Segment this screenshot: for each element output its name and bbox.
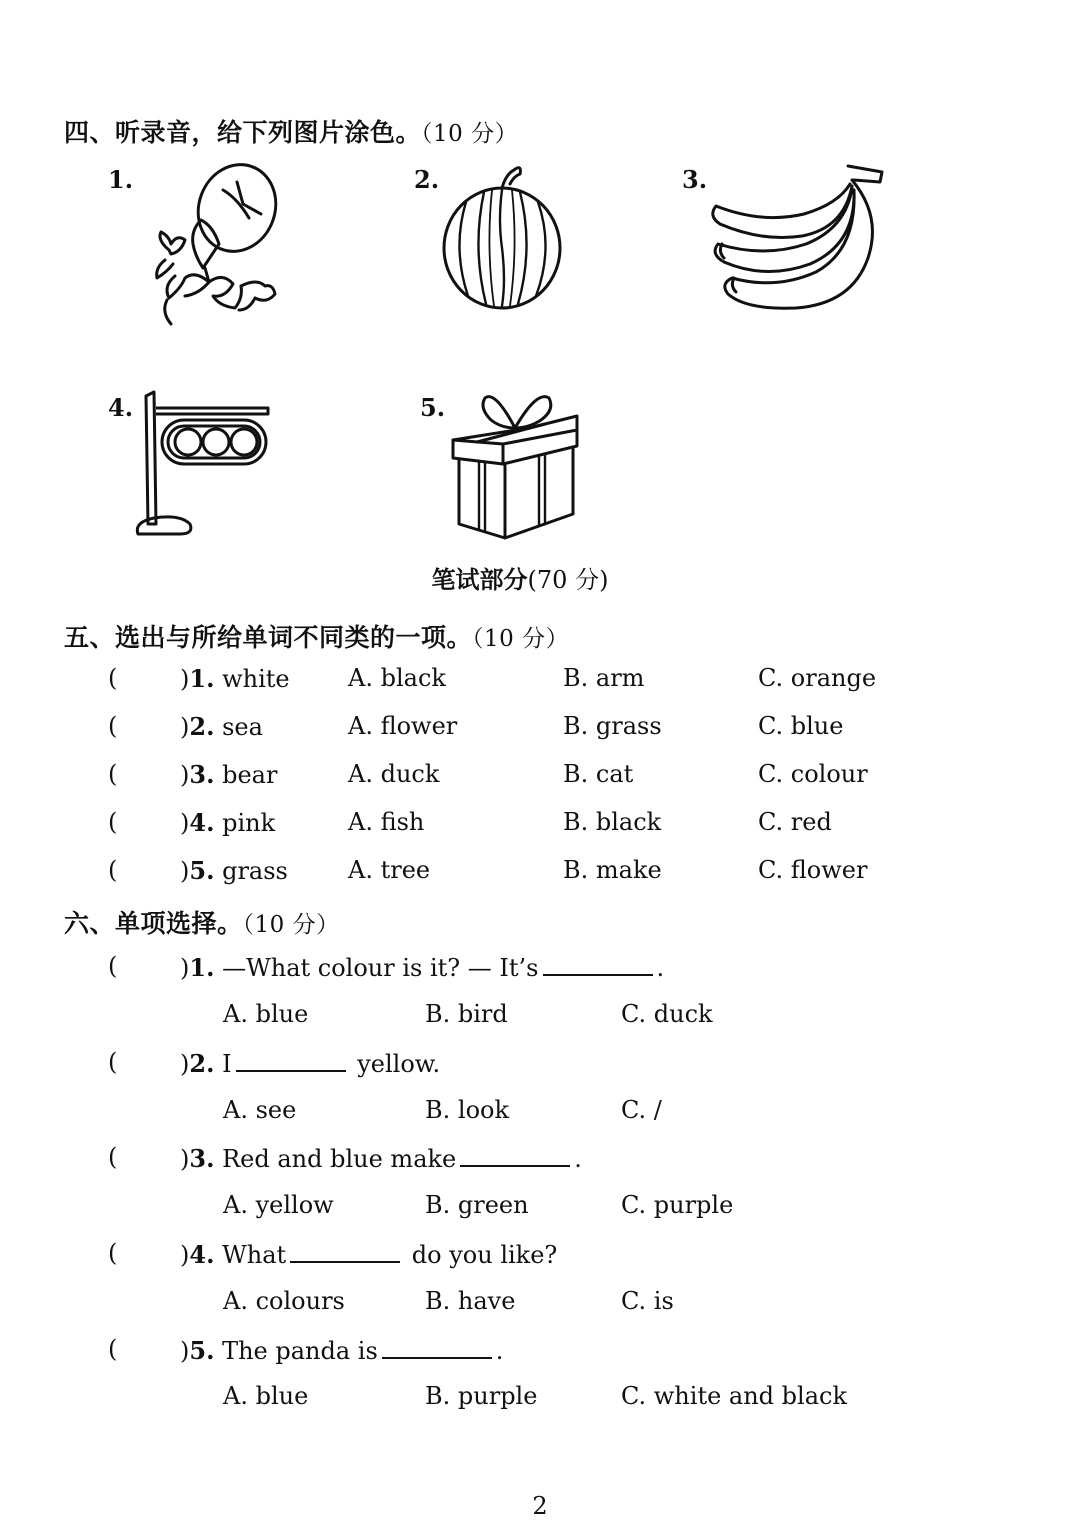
question-text-before: The panda is xyxy=(222,1337,378,1365)
question-number: 2. xyxy=(189,1049,215,1078)
section-6-points: （10 分） xyxy=(242,912,340,938)
answer-bracket-close: )1. white xyxy=(180,664,290,693)
answer-bracket-open[interactable]: ( xyxy=(108,1239,118,1267)
question-number: 5. xyxy=(189,1336,215,1365)
answer-bracket-close: )1. —What colour is it? — It’s . xyxy=(180,953,665,982)
s6-options-5 xyxy=(0,1382,1080,1418)
option-a: A. tree xyxy=(348,856,431,884)
question-word: pink xyxy=(222,809,276,837)
option-a: A. blue xyxy=(223,1382,309,1410)
question-word: grass xyxy=(222,857,288,885)
answer-bracket-open[interactable]: ( xyxy=(108,952,118,980)
section-5-title: 五、选出与所给单词不同类的一项。 xyxy=(64,623,473,652)
s5-question-3 xyxy=(0,760,1080,796)
answer-bracket-close: )2. I yellow. xyxy=(180,1049,441,1078)
question-text-after: . xyxy=(656,954,665,982)
s6-question-2 xyxy=(0,1048,1080,1084)
picture-number-4: 4. xyxy=(108,393,134,422)
option-a: A. flower xyxy=(348,712,458,740)
s6-options-3 xyxy=(0,1191,1080,1227)
picture-number-3: 3. xyxy=(682,165,708,194)
morning-glory-flower-icon xyxy=(145,160,285,328)
option-c: C. blue xyxy=(758,712,844,740)
section-5-points: （10 分） xyxy=(472,626,570,652)
option-a: A. see xyxy=(223,1096,297,1124)
bananas-icon xyxy=(706,158,890,314)
s6-question-4 xyxy=(0,1239,1080,1275)
s5-question-2 xyxy=(0,712,1080,748)
option-b: B. have xyxy=(425,1287,516,1315)
option-b: B. green xyxy=(425,1191,529,1219)
picture-number-1: 1. xyxy=(108,165,134,194)
answer-bracket-close: )3. Red and blue make . xyxy=(180,1144,582,1173)
s5-question-4 xyxy=(0,808,1080,844)
answer-bracket-open[interactable]: ( xyxy=(108,760,118,788)
question-number: 4. xyxy=(189,1240,215,1269)
page-number: 2 xyxy=(532,1492,548,1520)
option-b: B. make xyxy=(563,856,662,884)
answer-bracket-open[interactable]: ( xyxy=(108,1048,118,1076)
option-c: C. flower xyxy=(758,856,868,884)
section-5-heading xyxy=(64,618,569,654)
question-number: 3. xyxy=(189,1144,215,1173)
s6-options-4 xyxy=(0,1287,1080,1323)
s6-question-5 xyxy=(0,1335,1080,1371)
s5-question-5 xyxy=(0,856,1080,892)
question-number: 1. xyxy=(189,664,215,693)
option-c: C. white and black xyxy=(621,1382,848,1410)
option-a: A. black xyxy=(348,664,446,692)
option-b: B. grass xyxy=(563,712,662,740)
answer-bracket-open[interactable]: ( xyxy=(108,1143,118,1171)
question-text-before: Red and blue make xyxy=(222,1145,457,1173)
answer-blank[interactable] xyxy=(290,1239,400,1263)
option-c: C. duck xyxy=(621,1000,713,1028)
question-word: bear xyxy=(222,761,278,789)
option-b: B. purple xyxy=(425,1382,538,1410)
s5-question-1 xyxy=(0,664,1080,700)
option-b: B. black xyxy=(563,808,662,836)
question-text-before: —What colour is it? — It’s xyxy=(222,954,539,982)
option-a: A. fish xyxy=(348,808,425,836)
section-4-heading xyxy=(64,113,518,149)
answer-bracket-open[interactable]: ( xyxy=(108,664,118,692)
answer-bracket-close: )3. bear xyxy=(180,760,278,789)
answer-blank[interactable] xyxy=(460,1143,570,1167)
section-6-title: 六、单项选择。 xyxy=(64,909,243,938)
traffic-light-icon xyxy=(132,388,274,544)
option-b: B. arm xyxy=(563,664,645,692)
option-b: B. bird xyxy=(425,1000,508,1028)
answer-bracket-close: )5. The panda is . xyxy=(180,1336,504,1365)
question-text-after: . xyxy=(495,1337,504,1365)
section-6-heading xyxy=(64,904,340,940)
answer-blank[interactable] xyxy=(382,1335,492,1359)
answer-bracket-close: )4. pink xyxy=(180,808,276,837)
question-text-after: yellow. xyxy=(357,1050,441,1078)
question-number: 4. xyxy=(189,808,215,837)
option-c: C. is xyxy=(621,1287,674,1315)
section-4-title: 四、听录音，给下列图片涂色。 xyxy=(64,118,422,147)
answer-bracket-close: )5. grass xyxy=(180,856,288,885)
written-part-points: (70 分) xyxy=(527,566,609,594)
question-text-before: What xyxy=(222,1241,287,1269)
question-number: 1. xyxy=(189,953,215,982)
question-number: 5. xyxy=(189,856,215,885)
option-c: C. orange xyxy=(758,664,877,692)
picture-number-5: 5. xyxy=(420,393,446,422)
watermelon-icon xyxy=(440,160,564,312)
written-part-title: 笔试部分 xyxy=(431,566,528,594)
option-b: B. cat xyxy=(563,760,634,788)
answer-bracket-open[interactable]: ( xyxy=(108,1335,118,1363)
written-part-heading xyxy=(0,560,1040,595)
option-b: B. look xyxy=(425,1096,510,1124)
answer-blank[interactable] xyxy=(236,1048,346,1072)
answer-bracket-open[interactable]: ( xyxy=(108,808,118,836)
s6-question-1 xyxy=(0,952,1080,988)
option-c: C. purple xyxy=(621,1191,734,1219)
question-number: 3. xyxy=(189,760,215,789)
question-text-after: . xyxy=(574,1145,582,1173)
option-a: A. blue xyxy=(223,1000,309,1028)
option-a: A. yellow xyxy=(223,1191,334,1219)
answer-blank[interactable] xyxy=(543,952,653,976)
picture-number-2: 2. xyxy=(414,165,440,194)
answer-bracket-close: )4. What do you like? xyxy=(180,1240,558,1269)
option-c: C. / xyxy=(621,1096,662,1124)
s6-options-2 xyxy=(0,1096,1080,1132)
gift-box-icon xyxy=(445,388,585,544)
question-word: white xyxy=(222,665,290,693)
question-text-before: I xyxy=(222,1050,232,1078)
s6-question-3 xyxy=(0,1143,1080,1179)
option-a: A. colours xyxy=(223,1287,345,1315)
question-word: sea xyxy=(222,713,263,741)
option-c: C. red xyxy=(758,808,832,836)
answer-bracket-open[interactable]: ( xyxy=(108,712,118,740)
section-4-points: （10 分） xyxy=(421,121,519,147)
question-text-after: do you like? xyxy=(411,1241,558,1269)
option-a: A. duck xyxy=(348,760,440,788)
question-number: 2. xyxy=(189,712,215,741)
answer-bracket-close: )2. sea xyxy=(180,712,263,741)
s6-options-1 xyxy=(0,1000,1080,1036)
answer-bracket-open[interactable]: ( xyxy=(108,856,118,884)
option-c: C. colour xyxy=(758,760,868,788)
